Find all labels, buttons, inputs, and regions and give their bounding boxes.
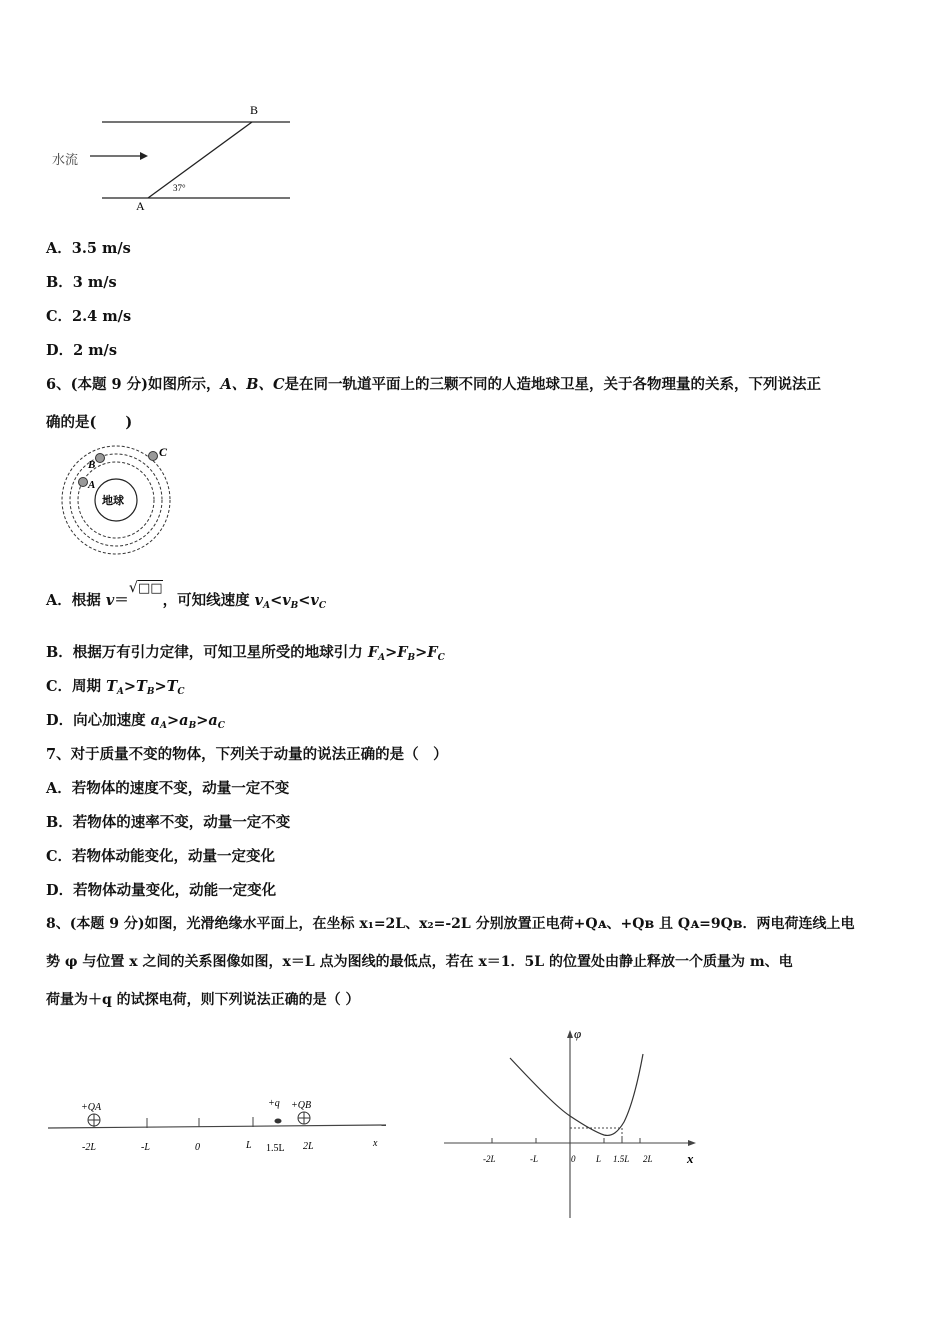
g-x-label: x <box>687 1151 694 1166</box>
satellite-b-label: B <box>88 459 96 471</box>
g-tick-2l: 2L <box>643 1154 653 1164</box>
q8-stem-line1: 8、(本题 9 分)如图，光滑绝缘水平面上，在坐标 x₁=2L、x₂=-2L 分别放置正电荷+Qᴀ、+Qʙ 且 Qᴀ=9Qʙ．两电荷连线上电 <box>46 916 855 932</box>
g-tick-0: 0 <box>571 1154 576 1164</box>
satellite-a <box>79 478 88 487</box>
tick-2l: 2L <box>303 1141 314 1152</box>
q8-stem-line3: 荷量为＋q 的试探电荷，则下列说法正确的是（ ） <box>46 992 360 1008</box>
q5-option-c[interactable]: C．2.4 m/s <box>46 308 132 325</box>
q5-option-d[interactable]: D．2 m/s <box>46 342 118 359</box>
earth-label: 地球 <box>102 494 124 507</box>
point-a-label: A <box>136 199 145 213</box>
point-b-label: B <box>250 103 259 117</box>
q5-option-a[interactable]: A．3.5 m/s <box>46 240 131 257</box>
g-tick-m2l: -2L <box>483 1154 496 1164</box>
label-q: +q <box>268 1098 280 1109</box>
g-tick-l: L <box>596 1154 602 1164</box>
tick-1p5l: 1.5L <box>266 1143 285 1154</box>
q5-option-b[interactable]: B．3 m/s <box>46 274 117 291</box>
potential-curve <box>510 1054 643 1135</box>
test-charge <box>275 1119 282 1124</box>
q7-option-b[interactable]: B．若物体的速率不变，动量一定不变 <box>46 814 291 831</box>
axis-x-label: x <box>373 1138 378 1149</box>
river-crossing-figure <box>46 98 306 214</box>
phi-label: φ <box>574 1026 582 1041</box>
flow-arrowhead <box>140 152 148 160</box>
satellite-a-label: A <box>88 479 96 491</box>
q7-stem: 7、对于质量不变的物体，下列关于动量的说法正确的是（ ） <box>46 746 448 763</box>
q6-option-b[interactable]: B．根据万有引力定律，可知卫星所受的地球引力 $F_A>F_B>F_C$ <box>46 644 445 663</box>
tick-ml: -L <box>141 1142 150 1153</box>
g-tick-ml: -L <box>530 1154 539 1164</box>
label-qa: +QA <box>81 1102 102 1113</box>
satellite-c-label: C <box>159 445 168 459</box>
q7-option-a[interactable]: A．若物体的速度不变，动量一定不变 <box>46 780 290 797</box>
sqrt-radical: √□□ <box>128 580 163 596</box>
q7-option-c[interactable]: C．若物体动能变化，动量一定变化 <box>46 848 276 865</box>
g-tick-1p5l: 1.5L <box>613 1154 630 1164</box>
potential-graph-figure <box>440 1022 710 1222</box>
label-qb: +QB <box>291 1100 312 1111</box>
charges-axis-figure <box>44 1090 394 1170</box>
q8-stem-line2: 势 φ 与位置 x 之间的关系图像如图，x＝L 点为图线的最低点，若在 x＝1．5L 的位置处由静止释放一个质量为 m、电 <box>46 954 793 970</box>
tick-m2l: -2L <box>82 1142 96 1153</box>
satellite-c <box>149 452 158 461</box>
q6-option-d[interactable]: D．向心加速度 $a_A>a_B>a_C$ <box>46 712 225 731</box>
q6-stem-line2: 确的是( ) <box>46 414 133 431</box>
satellite-b <box>96 454 105 463</box>
flow-label: 水流 <box>52 153 79 168</box>
tick-l: L <box>246 1140 252 1151</box>
q6-option-a[interactable]: A．根据 v＝√□□，可知线速度 $v_A<v_B<v_C$ <box>46 580 327 611</box>
q6-option-c[interactable]: C．周期 $T_A>T_B>T_C$ <box>46 678 185 697</box>
q7-option-d[interactable]: D．若物体动量变化，动能一定变化 <box>46 882 277 899</box>
x-axis-line <box>48 1125 386 1128</box>
q6-stem-line1: 6、(本题 9 分)如图所示，A、B、C是在同一轨道平面上的三颗不同的人造地球卫星，关于各物理量的关系，下列说法正 <box>46 376 822 393</box>
tick-0: 0 <box>195 1142 200 1153</box>
angle-label: 37° <box>173 183 186 193</box>
satellite-orbit-figure <box>52 436 187 561</box>
